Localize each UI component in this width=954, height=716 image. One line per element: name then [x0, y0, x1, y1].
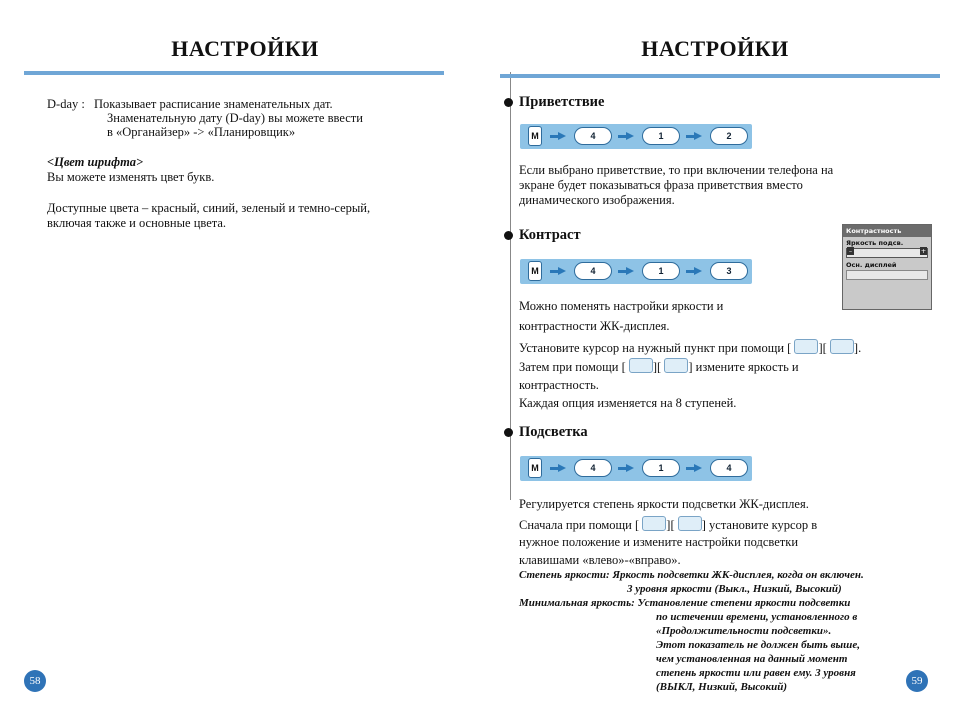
colors-line-2: включая также и основные цвета.	[47, 216, 227, 230]
nav-down-key-icon	[830, 339, 854, 354]
backlight-note-1: Степень яркости: Яркость подсветки ЖК-дисплея, когда он включен.	[519, 569, 864, 581]
contrast-line-3-a: Установите курсор на нужный пункт при помощи [	[519, 341, 792, 355]
backlight-note-3: Минимальная яркость: Установление степени яркости подсветки	[519, 597, 851, 609]
contrast-line-4	[519, 358, 799, 375]
dday-line-1: Показывает расписание знаменательных дат.	[94, 97, 333, 111]
greeting-key-sequence	[520, 124, 752, 149]
contrast-heading: Контраст	[519, 227, 581, 243]
backlight-line-2-b: ][	[666, 518, 675, 532]
nav-up-key-icon	[642, 516, 666, 531]
menu-key: M	[528, 261, 542, 281]
contrast-screen-preview	[842, 224, 932, 310]
right-page-number: 59	[906, 670, 928, 692]
arrow-icon	[618, 267, 634, 276]
plus-icon: +	[920, 247, 927, 255]
key-3: 3	[710, 262, 748, 280]
screen-slider-1	[846, 248, 928, 258]
screen-item-main-display: Осн. дисплей	[846, 261, 897, 269]
arrow-icon	[618, 132, 634, 141]
contrast-line-6: Каждая опция изменяется на 8 ступеней.	[519, 396, 737, 410]
left-header-rule	[24, 71, 444, 75]
contrast-line-3-b: ][	[818, 341, 827, 355]
greeting-line-2: экране будет показываться фраза приветствия вместо	[519, 178, 803, 192]
arrow-icon	[686, 267, 702, 276]
backlight-line-2-a: Сначала при помощи [	[519, 518, 640, 532]
backlight-note-7: чем установленная на данный момент	[656, 653, 848, 665]
contrast-line-3-c: ].	[853, 341, 862, 355]
dday-label: D-day :	[47, 97, 85, 111]
arrow-icon	[550, 464, 566, 473]
key-4: 4	[710, 459, 748, 477]
contrast-line-5: контрастность.	[519, 378, 599, 392]
key-4: 4	[574, 459, 612, 477]
backlight-heading: Подсветка	[519, 424, 588, 440]
backlight-note-6: Этот показатель не должен быть выше,	[656, 639, 860, 651]
backlight-note-5: «Продолжительности подсветки».	[656, 625, 832, 637]
contrast-bullet	[504, 231, 513, 240]
left-page-title: НАСТРОЙКИ	[171, 36, 319, 61]
arrow-icon	[550, 267, 566, 276]
screen-item-brightness: Яркость подсв.	[846, 239, 904, 247]
greeting-heading: Приветствие	[519, 94, 605, 110]
nav-up-key-icon	[794, 339, 818, 354]
left-page-number: 58	[24, 670, 46, 692]
nav-left-key-icon	[629, 358, 653, 373]
dday-line-3: в «Органайзер» -> «Планировщик»	[107, 125, 296, 139]
backlight-line-3: нужное положение и измените настройки подсветки	[519, 535, 799, 549]
contrast-line-3	[519, 339, 861, 356]
key-1: 1	[642, 459, 680, 477]
screen-title: Контрастность	[843, 225, 931, 237]
key-4: 4	[574, 127, 612, 145]
backlight-key-sequence	[520, 456, 752, 481]
backlight-line-1: Регулируется степень яркости подсветки ЖК-дисплея.	[519, 497, 809, 511]
greeting-bullet	[504, 98, 513, 107]
key-4: 4	[574, 262, 612, 280]
key-1: 1	[642, 262, 680, 280]
arrow-icon	[618, 464, 634, 473]
menu-key: M	[528, 458, 542, 478]
nav-down-key-icon	[678, 516, 702, 531]
font-color-heading: <Цвет шрифта>	[47, 155, 144, 169]
backlight-line-2	[519, 516, 817, 533]
contrast-line-2: контрастности ЖК-дисплея.	[519, 319, 670, 333]
greeting-line-1: Если выбрано приветствие, то при включении телефона на	[519, 163, 834, 177]
font-color-text: Вы можете изменять цвет букв.	[47, 170, 215, 184]
backlight-note-2: 3 уровня яркости (Выкл., Низкий, Высокий)	[627, 583, 842, 595]
backlight-bullet	[504, 428, 513, 437]
menu-key: M	[528, 126, 542, 146]
screen-slider-2	[846, 270, 928, 280]
right-page-title: НАСТРОЙКИ	[641, 36, 789, 61]
contrast-line-4-c: ] измените яркость и	[688, 360, 799, 374]
contrast-key-sequence	[520, 259, 752, 284]
arrow-icon	[686, 464, 702, 473]
nav-right-key-icon	[664, 358, 688, 373]
backlight-line-2-c: ] установите курсор в	[701, 518, 818, 532]
greeting-line-3: динамического изображения.	[519, 193, 675, 207]
key-2: 2	[710, 127, 748, 145]
minus-icon: –	[848, 247, 853, 255]
backlight-note-9: (ВЫКЛ, Низкий, Высокий)	[656, 681, 787, 693]
key-1: 1	[642, 127, 680, 145]
backlight-note-8: степень яркости или равен ему. 3 уровня	[656, 667, 856, 679]
arrow-icon	[686, 132, 702, 141]
contrast-line-4-a: Затем при помощи [	[519, 360, 626, 374]
right-header-rule	[500, 74, 940, 78]
dday-line-2: Знаменательную дату (D-day) вы можете ввести	[107, 111, 363, 125]
colors-line-1: Доступные цвета – красный, синий, зеленый и темно-серый,	[47, 201, 371, 215]
contrast-line-4-b: ][	[652, 360, 662, 374]
arrow-icon	[550, 132, 566, 141]
backlight-note-4: по истечении времени, установленного в	[656, 611, 858, 623]
contrast-line-1: Можно поменять настройки яркости и	[519, 299, 724, 313]
backlight-line-4: клавишами «влево»-«вправо».	[519, 553, 681, 567]
